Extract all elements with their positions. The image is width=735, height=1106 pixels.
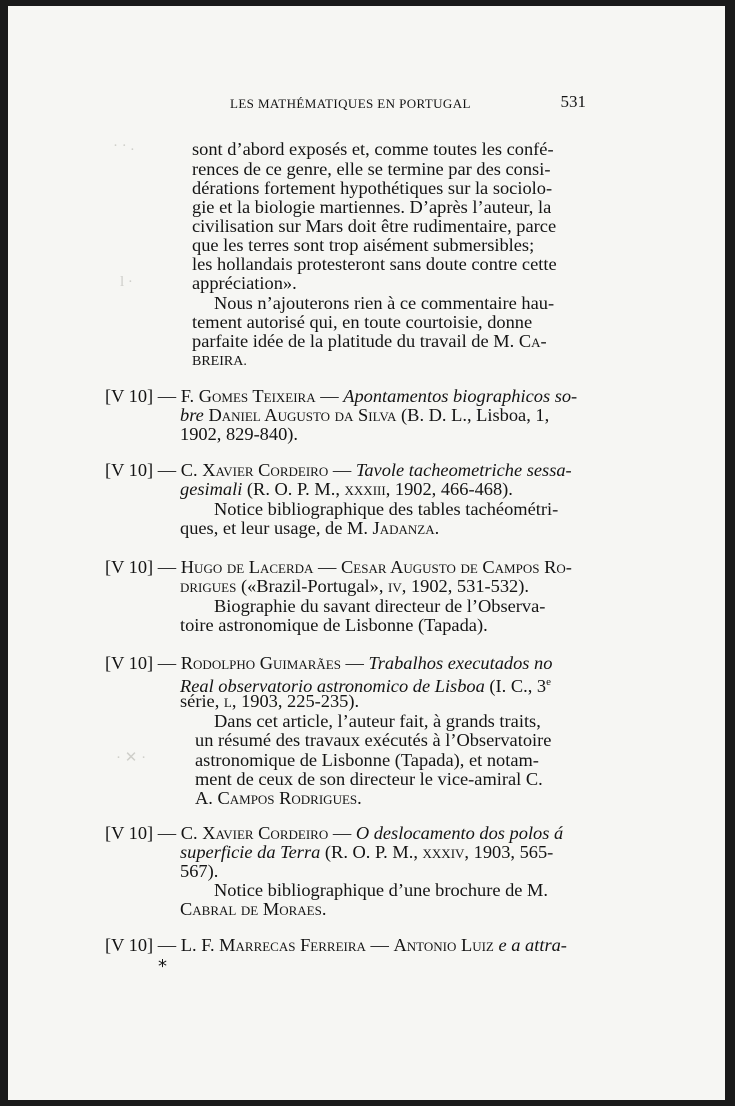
entry-note: un résumé des travaux exécutés à l’Observatoire [195, 730, 552, 750]
entry-code: [V 10] [105, 460, 154, 480]
signature-mark: * [158, 956, 167, 977]
bibliography-entry-cont: série, l, 1903, 225-235). [180, 691, 360, 711]
bibliography-entry: [V 10] — L. F. Marrecas Ferreira — Antonio Luiz e a attra- [105, 935, 567, 955]
intro-line: dérations fortement hypothétiques sur la sociolo- [192, 178, 553, 198]
intro-line: gie et la biologie martiennes. D’après l’auteur, la [192, 197, 552, 217]
comment-line: parfaite idée de la platitude du travail de M. Ca- [192, 331, 547, 351]
entry-subject: Cesar Augusto de Campos Ro- [341, 557, 572, 577]
entry-title: Tavole tacheometriche sessa- [355, 460, 572, 480]
bibliography-entry-cont: gesimali (R. O. P. M., xxxiii, 1902, 466-468). [180, 479, 513, 499]
entry-note: Notice bibliographique d’une brochure de M. [214, 880, 548, 900]
entry-title: e a attra- [493, 935, 567, 955]
bibliography-entry: [V 10] — C. Xavier Cordeiro — Tavole tacheometriche sessa- [105, 460, 572, 480]
intro-line: que les terres sont trop aisément submersibles; [192, 235, 535, 255]
bibliography-entry-cont: bre Daniel Augusto da Silva (B. D. L., Lisboa, 1, [180, 405, 550, 425]
entry-note: Cabral de Moraes. [180, 899, 327, 919]
show-through-mark: · · . [113, 138, 135, 154]
entry-subject: Daniel Augusto da Silva [203, 405, 397, 425]
entry-note: Notice bibliographique des tables tachéométri- [214, 499, 559, 519]
entry-title: O deslocamento dos polos á [355, 823, 564, 843]
bibliography-entry-cont: 1902, 829-840). [180, 424, 298, 444]
author-name: Jadanza [372, 518, 435, 538]
entry-author: L. F. Marrecas Ferreira [180, 935, 366, 955]
author-name: Cabral de Moraes [180, 899, 322, 919]
intro-line: les hollandais protesteront sans doute contre cette [192, 254, 557, 274]
entry-note: Dans cet article, l’auteur fait, à grands traits, [214, 711, 541, 731]
bibliography-entry-cont: Real observatorio astronomico de Lisboa (I. C., 3e [180, 676, 551, 697]
bibliography-entry: [V 10] — C. Xavier Cordeiro — O deslocamento dos polos á [105, 823, 564, 843]
entry-code: [V 10] [105, 653, 154, 673]
entry-volume: iv [388, 576, 402, 596]
entry-volume: l [223, 691, 232, 711]
entry-title: Apontamentos biographicos so- [343, 386, 578, 406]
entry-code: [V 10] [105, 823, 154, 843]
entry-author: Rodolpho Guimarães [180, 653, 341, 673]
running-header [230, 92, 586, 118]
author-name: Ca- [518, 331, 547, 351]
entry-volume: xxxiv [422, 842, 465, 862]
page-number: 531 [560, 92, 586, 111]
entry-note: ques, et leur usage, de M. Jadanza. [180, 518, 440, 538]
entry-author: Hugo de Lacerda [180, 557, 314, 577]
bibliography-entry-cont: 567). [180, 861, 219, 881]
entry-author: C. Xavier Cordeiro [180, 460, 329, 480]
entry-code: [V 10] [105, 935, 154, 955]
entry-code: [V 10] [105, 386, 154, 406]
entry-note: astronomique de Lisbonne (Tapada), et notam- [195, 750, 539, 770]
comment-line: Nous n’ajouterons rien à ce commentaire hau- [214, 293, 555, 313]
entry-code: [V 10] [105, 557, 154, 577]
entry-note: toire astronomique de Lisbonne (Tapada). [180, 615, 488, 635]
intro-line: appréciation». [192, 273, 297, 293]
entry-note: Biographie du savant directeur de l’Observa- [214, 596, 546, 616]
entry-author: C. Xavier Cordeiro [180, 823, 329, 843]
bibliography-entry-cont: drigues («Brazil-Portugal», iv, 1902, 531-532). [180, 576, 529, 596]
comment-line: tement autorisé qui, en toute courtoisie, donne [192, 312, 533, 332]
show-through-mark: l · [120, 274, 133, 290]
intro-line: sont d’abord exposés et, comme toutes les confé- [192, 139, 554, 159]
show-through-mark: · ✕ · [116, 750, 147, 766]
intro-line: civilisation sur Mars doit être rudimentaire, parce [192, 216, 557, 236]
bibliography-entry: [V 10] — Rodolpho Guimarães — Trabalhos executados no [105, 653, 553, 673]
entry-note: ment de ceux de son directeur le vice-amiral C. [195, 769, 543, 789]
author-name: A. Campos Rodrigues [195, 788, 358, 808]
entry-author: F. Gomes Teixeira [180, 386, 316, 406]
entry-note: A. Campos Rodrigues. [195, 788, 362, 808]
comment-line: BREIRA. [192, 354, 247, 369]
author-name: BREIRA [192, 354, 244, 369]
bibliography-entry: [V 10] — F. Gomes Teixeira — Apontamentos biographicos so- [105, 386, 578, 406]
entry-title: Trabalhos executados no [368, 653, 553, 673]
entry-volume: xxxiii [344, 479, 386, 499]
bibliography-entry-cont: superficie da Terra (R. O. P. M., xxxiv, 1903, 565- [180, 842, 554, 862]
running-head-title: LES MATHÉMATIQUES EN PORTUGAL [230, 96, 471, 111]
intro-line: rences de ce genre, elle se termine par des consi- [192, 159, 551, 179]
bibliography-entry: [V 10] — Hugo de Lacerda — Cesar Augusto de Campos Ro- [105, 557, 572, 577]
entry-subject: Antonio Luiz [393, 935, 494, 955]
